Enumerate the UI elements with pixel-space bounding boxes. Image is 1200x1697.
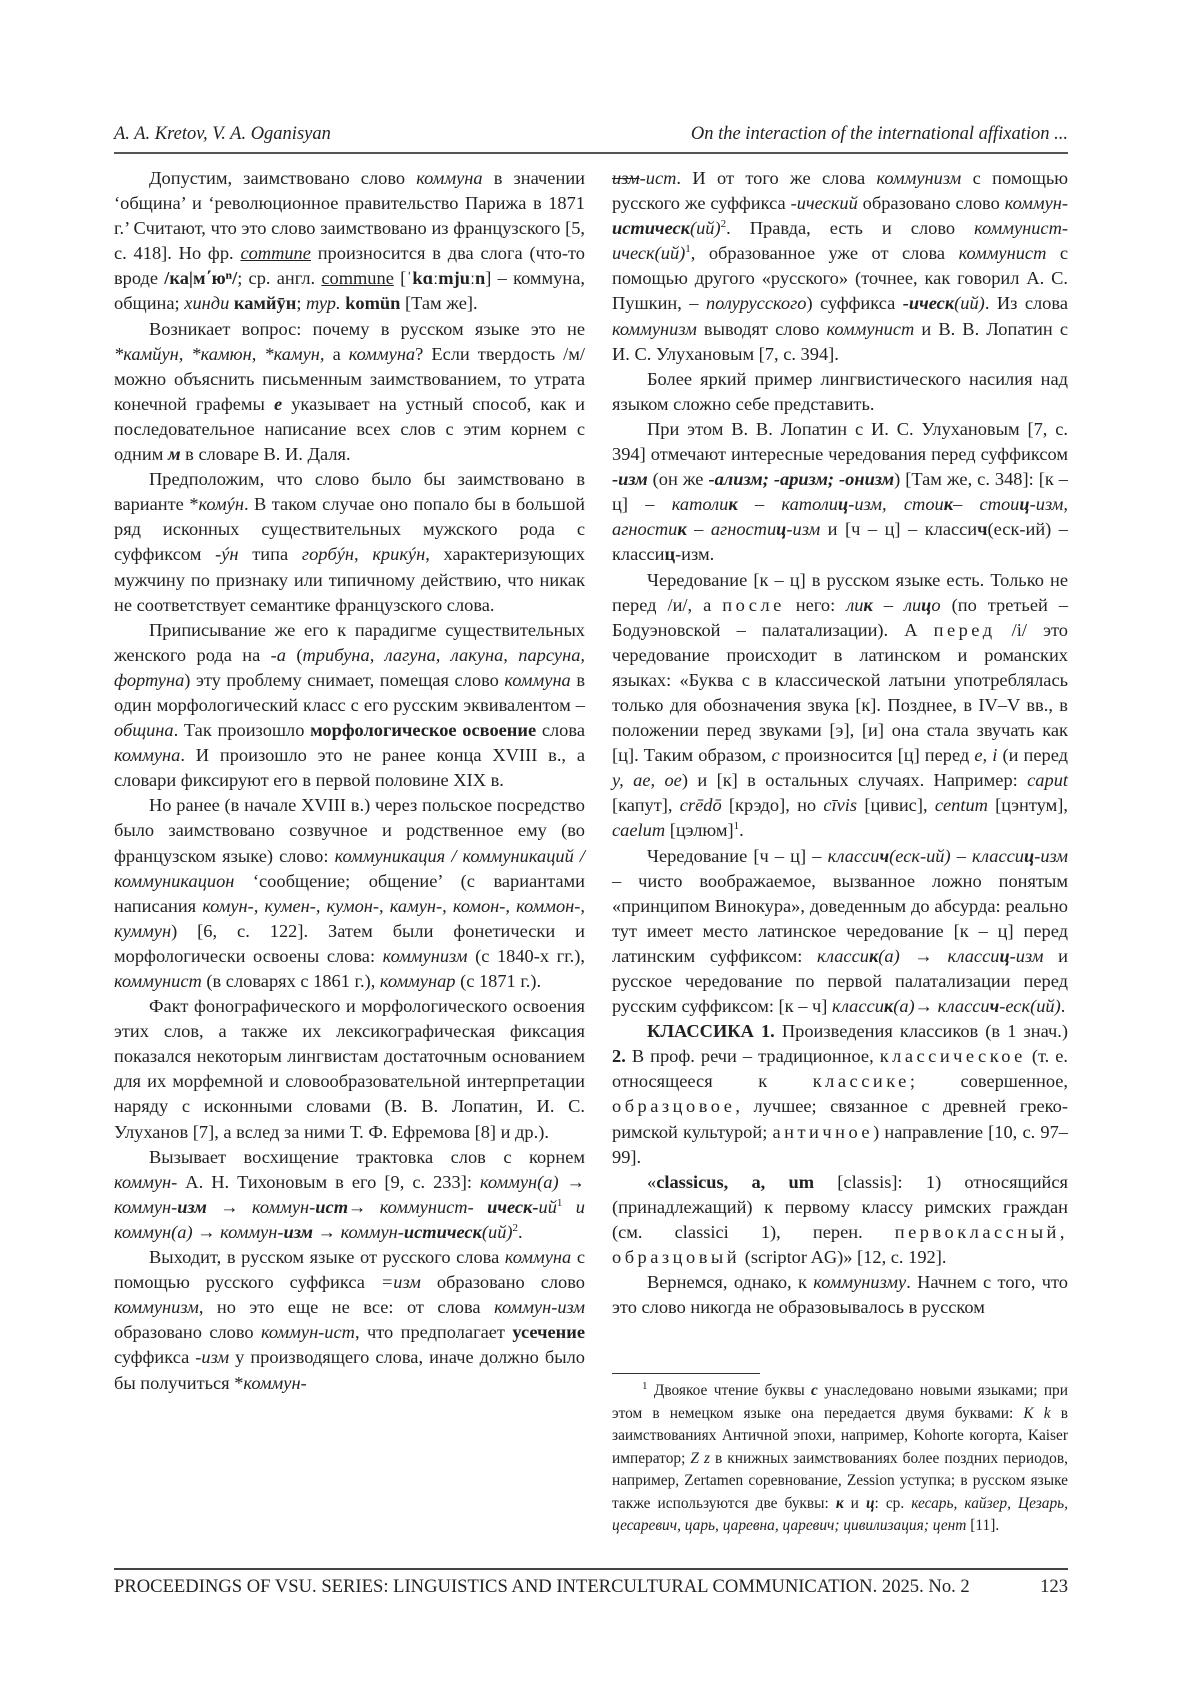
text-run: к — [863, 595, 872, 615]
text-run: коммунизм — [383, 946, 468, 966]
footnote-ref: 1 — [685, 243, 691, 255]
text-run: первоклассный, образцовый — [612, 1222, 1068, 1267]
text-run: , образованное уже от слова — [691, 243, 959, 263]
text-run: [Там же]. — [400, 293, 477, 313]
text-run: commune — [240, 243, 310, 263]
text-run: [крэдо], но — [722, 795, 824, 815]
text-run: [classis]: 1) относящийся (принадлежащий) к первому классу римских граждан (см. classici 1), перен. — [612, 1172, 1068, 1242]
text-run: образовано слово — [421, 1272, 585, 1292]
text-run: морфологическое освоение — [310, 720, 536, 740]
right-column — [612, 166, 1068, 1320]
text-run: с помощью другого «русского» (точнее, как говорил А. С. Пушкин, – — [612, 243, 1068, 313]
text-run: в один морфологический класс с его русским эквивалентом – — [114, 670, 585, 715]
text-run: -еск(ий) — [999, 996, 1060, 1016]
text-run: [11]. — [966, 1517, 999, 1534]
text-run: ) и [к] в остальных случаях. Например: — [682, 770, 1027, 790]
text-run: ц — [838, 494, 848, 514]
header-authors: A. A. Kretov, V. A. Oganisyan — [114, 124, 331, 145]
text-run: e, i — [974, 745, 997, 765]
text-run: у производящего слова, иначе должно было бы получиться * — [114, 1347, 585, 1392]
text-run: -изм, агности — [612, 494, 1068, 539]
text-run: Двоякое чтение буквы — [648, 1382, 812, 1399]
paragraph — [612, 417, 1068, 568]
text-run: Выходит, в русском языке от русского слова — [149, 1247, 505, 1267]
text-run: Но ранее (в начале XVIII в.) через польское посредство было заимствовано созвучное и родственное ему (во французском языке) слово: — [114, 795, 585, 865]
text-run: . Так произошло — [174, 720, 311, 740]
text-run: ц — [1024, 846, 1034, 866]
text-run: коммун- — [1005, 193, 1068, 213]
text-run: commune — [321, 268, 394, 288]
text-run: → коммун- — [313, 1222, 404, 1242]
running-header — [114, 124, 1068, 148]
text-run: коммунист — [959, 243, 1047, 263]
text-run: *камйун, *камюн, *камун, — [114, 344, 325, 364]
text-run: centum — [935, 795, 988, 815]
text-run: K k — [1023, 1405, 1050, 1422]
text-run: произносится в два слога (что-то вроде — [114, 243, 585, 288]
text-run: перед — [934, 620, 996, 640]
text-run: классике — [813, 1071, 910, 1091]
text-run: [цэлюм] — [665, 820, 734, 840]
header-running-title: On the interaction of the international affixation ... — [691, 124, 1068, 145]
text-run: А. Н. Тихоновым в его [9, с. 233]: — [177, 1172, 480, 1192]
text-run: , что предполагает — [355, 1322, 512, 1342]
text-run: , но это еще не все: от слова — [199, 1297, 494, 1317]
text-run: тур. — [306, 293, 341, 313]
text-run: c — [811, 1382, 818, 1399]
text-run: kɑːmjuːn — [412, 268, 485, 288]
text-run: В проф. речи – традиционное, — [626, 1046, 880, 1066]
text-run: ) эту проблему снимает, помещая слово — [184, 670, 504, 690]
paragraph — [612, 568, 1068, 844]
text-run: коммунизм — [876, 168, 961, 188]
paragraph — [114, 793, 585, 994]
text-run: -ическ — [903, 293, 954, 313]
text-run: – католи — [738, 494, 838, 514]
text-run: ‘сообщение; общение’ (с вариантами написания — [114, 871, 585, 916]
text-run: и [ч – ц] – класси — [820, 519, 977, 539]
text-run: Вызывает восхищение трактовка слов с корнем — [149, 1147, 585, 1167]
text-run: -изм — [195, 1347, 229, 1367]
paragraph — [612, 1170, 1068, 1270]
text-run: /ка|м΄юⁿ/ — [164, 268, 237, 288]
text-run: коммунист-ическ(ий) — [612, 218, 1068, 263]
text-run: к — [869, 946, 878, 966]
text-run: → коммунист- — [348, 1197, 487, 1217]
text-run: о — [931, 595, 940, 615]
text-run: ц — [1019, 494, 1029, 514]
text-run: (ий) — [482, 1222, 513, 1242]
paragraph — [114, 1245, 585, 1396]
text-run: Произведения классиков (в 1 знач.) — [775, 1021, 1068, 1041]
page-number: 123 — [1040, 1576, 1068, 1598]
text-run: – чисто воображаемое, вызванное ложно понятым «принципом Винокура», доведенным до абсурда: реально тут имеет место латинское чередование [к – ц] перед латинским суффиксом: — [612, 871, 1068, 966]
paragraph — [114, 317, 585, 468]
text-run: него: — [785, 595, 846, 615]
text-run: (а)→ класси — [893, 996, 989, 1016]
text-run: ическ- — [487, 1197, 538, 1217]
text-run: и — [844, 1495, 866, 1512]
text-run: Чередование [ч – ц] – — [647, 846, 828, 866]
text-run: ист — [315, 1197, 348, 1217]
text-run: ; — [296, 293, 306, 313]
text-run: в заимствованиях Античной эпохи, например, Kohorte когорта, Kaiser император; — [612, 1405, 1068, 1467]
footnote-ref: 1 — [557, 1197, 563, 1209]
text-run: ( — [286, 645, 303, 665]
paragraph — [612, 166, 1068, 367]
text-run: коммуна — [504, 670, 570, 690]
text-run: (ий) — [690, 218, 721, 238]
text-run: коммунист — [827, 319, 915, 339]
text-run: к — [944, 494, 953, 514]
text-run: « — [647, 1172, 656, 1192]
text-run: -а — [271, 645, 286, 665]
text-run: Чередование [к – ц] в русском языке есть. Только не перед /и/, а — [612, 570, 1068, 615]
text-run: комун-, кумен-, кумон-, камун-, комон-, коммон-, куммун — [114, 896, 585, 941]
text-run: classicus, a, um — [656, 1172, 814, 1192]
text-run: ц — [866, 1495, 875, 1512]
text-run: коммун- — [114, 1172, 177, 1192]
text-run: Факт фонографического и морфологического освоения этих слов, а также их лексикографическая фиксация показался некоторым лингвистам достаточным основанием для их морфемной и словообразовательной интерпретации наряду с исконными словами (В. В. Лопатин, И. С. Улуханов [7], а вслед за ними Т. Ф. Ефремова [8] и др.). — [114, 996, 585, 1141]
text-run: caput — [1027, 770, 1068, 790]
text-run: /i/ это чередование происходит в латинском и романских языках: «Буква с в классической латыни употреблялась только для обозначения звука [к]. Позднее, в IV–V вв., в положении перед звуками [э], [и] она стала звучать как [ц]. Таким образом, — [612, 620, 1068, 765]
text-run: коммун-ист — [261, 1322, 355, 1342]
text-run: образцовое — [612, 1096, 735, 1116]
text-run: коммунизму — [813, 1272, 906, 1292]
text-run: ц — [664, 544, 675, 564]
text-run: слова — [536, 720, 585, 740]
text-run: в книжных заимствованиях более поздних периодов, например, Zertamen соревнование, Zession уступка; в русском языке также используются две буквы: — [612, 1450, 1068, 1512]
text-run: ) [6, с. 122]. Затем были фонетически и морфологически освоены слова: — [114, 921, 585, 966]
text-run: к — [677, 519, 686, 539]
text-run: типа — [239, 544, 302, 564]
text-run: -изм — [1034, 846, 1068, 866]
text-run: после — [722, 595, 785, 615]
text-run: – стои — [953, 494, 1019, 514]
text-run: ] – коммуна, община; — [114, 268, 585, 313]
footnote-ref: 1 — [642, 1380, 648, 1392]
paragraph — [114, 1145, 585, 1245]
text-run: -ический — [791, 193, 858, 213]
text-run: античное — [773, 1122, 874, 1142]
paragraph — [612, 367, 1068, 417]
text-run: Допустим, заимствовано слово — [149, 168, 416, 188]
text-run: . В таком случае оно попало бы в большой ряд исконных существительных мужского рода с суффиксом — [114, 494, 585, 564]
text-run: к — [728, 494, 737, 514]
text-run: -ист — [640, 168, 677, 188]
text-run: . Из слова — [985, 293, 1068, 313]
text-run: (scriptor AG)» [12, с. 192]. — [740, 1247, 946, 1267]
text-run: класси — [817, 946, 869, 966]
text-run: ; ср. англ. — [237, 268, 321, 288]
text-run: м — [168, 444, 181, 464]
text-run: ) [Там же, с. 348]: [к – ц] – — [612, 469, 1068, 514]
text-run: коммун(а) → коммун- — [114, 1172, 585, 1217]
text-run: кесарь, кайзер, Цезарь, цесаревич, царь, царевна, царевич; цивилизация; цент — [612, 1495, 1068, 1535]
text-run: : ср. — [875, 1495, 912, 1512]
footnote-ref: 2 — [721, 218, 727, 230]
text-run: к — [884, 996, 893, 1016]
text-run: . Правда, есть и слово — [726, 218, 974, 238]
text-run: община — [114, 720, 174, 740]
text-run: суффикса — [114, 1347, 195, 1367]
footnote-ref: 2 — [513, 1222, 519, 1234]
text-run: (ий) — [954, 293, 985, 313]
text-run: . — [518, 1222, 523, 1242]
text-run: истическ — [404, 1222, 482, 1242]
footnote-separator — [612, 1373, 760, 1374]
text-run: усечение — [512, 1322, 585, 1342]
text-run: коммун- — [243, 1373, 306, 1393]
paragraph — [612, 844, 1068, 1020]
text-run: komün — [345, 293, 400, 313]
text-run: (еск-ий) – класси — [889, 846, 1024, 866]
text-run: . Начнем с того, что это слово никогда не образовывалось в русском — [612, 1272, 1068, 1317]
text-run: =изм — [381, 1272, 421, 1292]
text-run: , характеризующих мужчину по признаку или типичному действию, что никак не соответствует семантике французского слова. — [114, 544, 585, 614]
text-run: Вернемся, однако, к — [647, 1272, 813, 1292]
text-run: коммунар — [380, 971, 456, 991]
header-rule — [114, 152, 1068, 154]
paragraph — [114, 467, 585, 618]
text-run: , лучшее; связанное с древней греко-римской культурой; — [612, 1096, 1068, 1141]
text-run: (т. е. относящееся к — [612, 1046, 1068, 1091]
text-run: КЛАССИКА 1. — [647, 1021, 775, 1041]
text-run: (он же — [648, 469, 709, 489]
text-run: ? Если твердость /м/ можно объяснить письменным заимствованием, то утрата конечной графемы — [114, 344, 585, 414]
text-run: изм — [283, 1222, 313, 1242]
text-run: класси — [828, 846, 880, 866]
text-run: ий — [539, 1197, 557, 1217]
text-run: -изм — [612, 469, 648, 489]
text-run: ) направление [10, с. 97–99]. — [612, 1122, 1068, 1167]
text-run: (и перед — [997, 745, 1068, 765]
text-run: -изм — [786, 519, 820, 539]
text-run: произносится [ц] перед — [780, 745, 975, 765]
text-run: Приписывание же его к парадигме существительных женского рода на — [114, 620, 585, 665]
text-run: полурусского — [706, 293, 807, 313]
text-run: трибуна, лагуна, лакуна, парсуна, фортуна — [114, 645, 585, 690]
text-run: классическое — [880, 1046, 1026, 1066]
text-run: → коммун- — [207, 1197, 315, 1217]
text-run: коммуна — [416, 168, 482, 188]
text-run: При этом В. В. Лопатин с И. С. Улухановым [7, с. 394] отмечают интересные чередования перед суффиксом — [612, 419, 1068, 464]
text-run: образовано слово — [858, 193, 1005, 213]
text-run: с помощью русского суффикса — [114, 1247, 585, 1292]
text-run: коммунист — [114, 971, 202, 991]
text-run: . — [1061, 996, 1066, 1016]
text-run: -изм. — [675, 544, 714, 564]
text-run: с помощью русского же суффикса — [612, 168, 1068, 213]
text-run: камйӯн — [234, 293, 296, 313]
text-run: c — [772, 745, 780, 765]
text-run: унаследовано новыми языками; при этом в немецком языке она передается двумя буквами: — [612, 1382, 1068, 1422]
text-run: горбýн, крикýн — [302, 544, 425, 564]
paragraph — [612, 1270, 1068, 1320]
text-run: а — [325, 344, 349, 364]
text-run: и В. В. Лопатин с И. С. Улухановым [7, с. 394]. — [612, 319, 1068, 364]
text-run: -ýн — [215, 544, 238, 564]
text-run: коммуна — [505, 1247, 571, 1267]
text-run: класси — [832, 996, 884, 1016]
text-run: коммуна — [114, 745, 180, 765]
text-run: – ли — [873, 595, 921, 615]
text-run: истическ — [612, 218, 690, 238]
text-run: Z z — [690, 1450, 710, 1467]
text-run: указывает на устный способ, как и последовательное написание всех слов с этим корнем с одним — [114, 394, 585, 464]
text-run: ли — [846, 595, 863, 615]
text-run: хинди — [184, 293, 229, 313]
text-run: ч — [990, 996, 1000, 1016]
text-run: образовано слово — [114, 1322, 261, 1342]
text-run: коммунизм — [114, 1297, 199, 1317]
text-run: ц — [921, 595, 931, 615]
text-run: (с 1840-х гг.), — [467, 946, 585, 966]
text-run: -изм — [1010, 946, 1044, 966]
footnote — [612, 1380, 1068, 1538]
paragraph — [612, 1019, 1068, 1170]
footnote-1 — [612, 1380, 1068, 1538]
text-run: ч — [977, 519, 987, 539]
text-run: [ˈ — [394, 268, 412, 288]
text-run: Предположим, что слово было бы заимствовано в варианте * — [114, 469, 585, 514]
text-run: изм — [177, 1197, 207, 1217]
text-run: . — [739, 820, 744, 840]
text-run: е — [274, 394, 282, 414]
text-run: и русское чередование по первой палатализации перед русским суффиксом: [к – ч] — [612, 946, 1068, 1016]
text-run: коммуникация / коммуникаций / коммуникацион — [114, 846, 585, 891]
paragraph — [114, 994, 585, 1145]
text-run: cīvis — [823, 795, 857, 815]
text-run: – агности — [687, 519, 777, 539]
text-run: ; совершенное, — [910, 1071, 1068, 1091]
text-run: [цивис], — [857, 795, 935, 815]
text-run: 2. — [612, 1046, 626, 1066]
text-run: caelum — [612, 820, 665, 840]
text-run: . И от того же слова — [676, 168, 876, 188]
text-run: ч — [880, 846, 890, 866]
text-run: (а) → класси — [878, 946, 999, 966]
text-run: -ализм; -аризм; -онизм — [708, 469, 894, 489]
text-run: (с 1871 г.). — [455, 971, 541, 991]
footer-rule — [114, 1568, 1068, 1570]
text-run: (по третьей – Бодуэновской – палатализации). А — [612, 595, 1068, 640]
text-run: ц — [776, 519, 786, 539]
text-run: Возникает вопрос: почему в русском языке это не — [149, 319, 585, 339]
left-column — [114, 166, 585, 1396]
text-run: в словаре В. И. Даля. — [181, 444, 351, 464]
footnote-ref: 1 — [734, 820, 740, 832]
text-run: коммуна — [349, 344, 415, 364]
text-run: в значении ‘община’ и ‘революционное правительство Парижа в 1871 г.’ Считают, что это слово заимствовано из французского [5, с. 418]. Но фр. — [114, 168, 585, 263]
text-run: Более яркий пример лингвистического насилия над языком сложно себе представить. — [612, 369, 1068, 414]
text-run: коммунизм — [612, 319, 697, 339]
text-run: ) суффикса — [806, 293, 902, 313]
paragraph — [114, 166, 585, 317]
text-run: и коммун(а) → коммун- — [114, 1197, 585, 1242]
text-run: изм — [612, 168, 640, 188]
text-run: . И произошло это не ранее конца XVIII в., а словари фиксируют его в первой половине XIX в. — [114, 745, 585, 790]
text-run: комýн — [199, 494, 244, 514]
text-run: -изм, стои — [848, 494, 944, 514]
text-run: выводят слово — [697, 319, 827, 339]
footer-journal: PROCEEDINGS OF VSU. SERIES: LINGUISTICS AND INTERCULTURAL COMMUNICATION. 2025. No. 2 — [114, 1576, 970, 1598]
text-run: к — [836, 1495, 844, 1512]
text-run: y, ae, oe — [612, 770, 682, 790]
text-run: [цэнтум], — [988, 795, 1068, 815]
text-run: [капут], — [612, 795, 680, 815]
text-run: коммун-изм — [494, 1297, 585, 1317]
text-run: католи — [672, 494, 729, 514]
text-run: ц — [999, 946, 1009, 966]
text-run: (еск-ий) – класси — [612, 519, 1068, 564]
paragraph — [114, 618, 585, 794]
text-run: (в словарях с 1861 г.), — [202, 971, 380, 991]
text-run: crēdō — [680, 795, 722, 815]
